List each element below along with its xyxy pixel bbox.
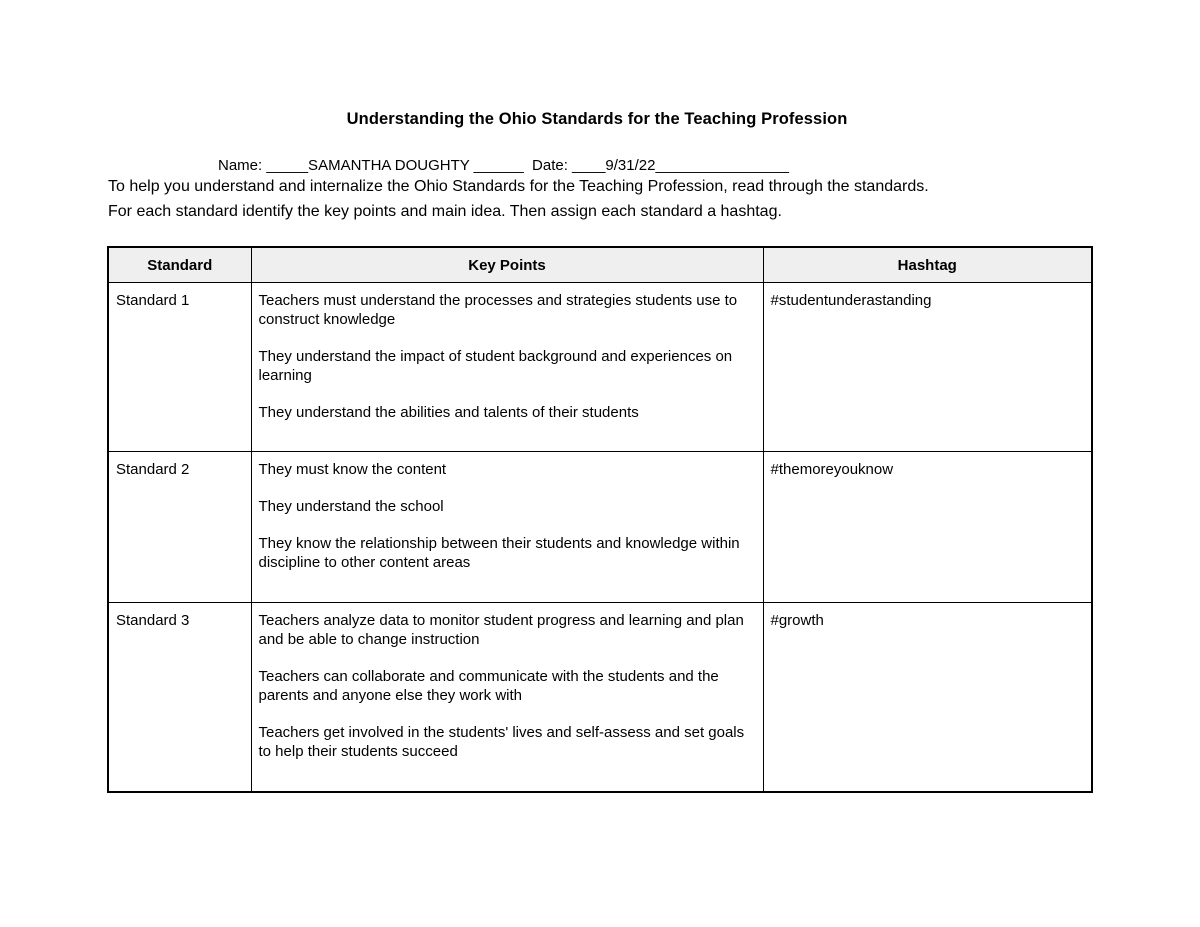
- key-points-cell: [251, 283, 763, 452]
- key-point: Teachers analyze data to monitor student progress and learning and plan and be able to change instruction: [258, 612, 744, 648]
- key-point: They know the relationship between their students and knowledge within discipline to other content areas: [258, 535, 740, 571]
- key-point: They understand the abilities and talents of their students: [258, 404, 639, 421]
- document-title: Understanding the Ohio Standards for the Teaching Profession: [346, 110, 848, 128]
- table-row: [108, 283, 1092, 452]
- hashtag-cell: #themoreyouknow: [763, 452, 1092, 603]
- key-points-cell: [251, 603, 763, 793]
- name-date-line: Name: _____SAMANTHA DOUGHTY ______ Date: ____9/31/22________________: [218, 157, 789, 174]
- hashtag-cell: #studentunderastanding: [763, 283, 1092, 452]
- instructions-line-2: For each standard identify the key points and main idea. Then assign each standard a hashtag.: [108, 203, 782, 220]
- standard-cell: Standard 2: [108, 452, 251, 603]
- key-point: They understand the impact of student background and experiences on learning: [258, 348, 733, 384]
- header-standard: Standard: [108, 247, 251, 283]
- key-point: Teachers get involved in the students' lives and self-assess and set goals to help their students succeed: [258, 724, 745, 760]
- key-point: They must know the content: [258, 461, 447, 478]
- standard-cell: Standard 3: [108, 603, 251, 793]
- key-point: They understand the school: [258, 498, 444, 515]
- table-row: [108, 603, 1092, 793]
- key-points-cell: [251, 452, 763, 603]
- instructions-line-1: To help you understand and internalize the Ohio Standards for the Teaching Profession, read through the standards.: [108, 178, 929, 195]
- key-point: Teachers can collaborate and communicate with the students and the parents and anyone else they work with: [258, 668, 719, 704]
- header-hashtag: Hashtag: [763, 247, 1092, 283]
- hashtag-cell: #growth: [763, 603, 1092, 793]
- table-header-row: [108, 247, 1092, 283]
- table-row: [108, 452, 1092, 603]
- header-key-points: Key Points: [251, 247, 763, 283]
- key-point: Teachers must understand the processes and strategies students use to construct knowledge: [258, 292, 738, 328]
- standard-cell: Standard 1: [108, 283, 251, 452]
- standards-table: [107, 246, 1093, 793]
